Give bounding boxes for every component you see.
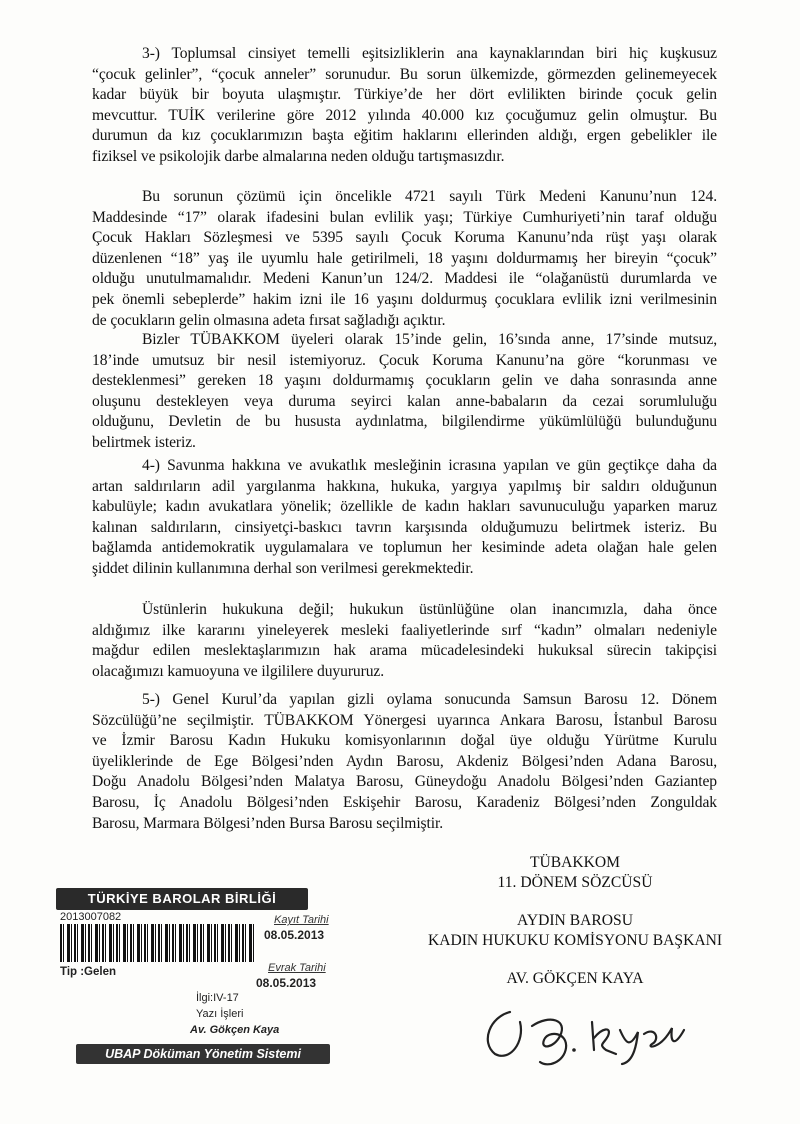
signature-name: AV. GÖKÇEN KAYA bbox=[506, 970, 644, 987]
barcode bbox=[60, 924, 256, 962]
stamp-footer: UBAP Döküman Yönetim Sistemi bbox=[76, 1044, 330, 1064]
signature-block bbox=[400, 853, 750, 989]
signature-bar: AYDIN BAROSU bbox=[517, 912, 633, 929]
text-line: de çocukların gelin olmasına adeta fırsat sağladığı açıktır. bbox=[92, 311, 446, 329]
paragraph-4 bbox=[92, 456, 717, 580]
text-line: Sözcülüğü’ne seçilmiştir. TÜBAKKOM Yönergesi uyarınca Ankara Barosu, İstanbul Barosu bbox=[92, 711, 717, 729]
stamp-person: Av. Gökçen Kaya bbox=[190, 1024, 280, 1036]
text-line: 18’inde umutsuz bir nesil istemiyoruz. Çocuk Koruma Kanunu’na göre “korunması ve bbox=[92, 351, 717, 369]
text-line: Maddesinde “17” olarak ifadesini bulan evlilik yaşı; Türkiye Cumhuriyeti’nin taraf olduğu bbox=[92, 208, 717, 226]
text-line: Doğu Anadolu Bölgesi’nden Malatya Barosu, Güneydoğu Anadolu Bölgesi’nden Gaziantep bbox=[92, 773, 717, 791]
text-line: kalınan saldırıların, cinsiyetçi-baskıcı tavrın karşısında olduğumuzu belirtmek isteriz. Bu bbox=[92, 518, 717, 536]
signature-role: KADIN HUKUKU KOMİSYONU BAŞKANI bbox=[427, 932, 723, 949]
stamp-department: Yazı İşleri bbox=[196, 1008, 244, 1020]
registry-stamp bbox=[56, 888, 344, 1066]
evrak-label: Evrak Tarihi bbox=[268, 962, 326, 974]
text-line: aldığımız ilke kararını yineleyerek mesleki faaliyetlerinde sırf “kadın” olmaları nedeniyle bbox=[92, 621, 717, 639]
text-line: bağlamda antidemokratik uygulamalara ve toplumun her kesiminde adeta olağan hale gelen bbox=[92, 539, 717, 557]
text-line: Barosu, Marmara Bölgesi’nden Bursa Barosu seçilmiştir. bbox=[92, 814, 444, 832]
stamp-header: TÜRKİYE BAROLAR BİRLİĞİ bbox=[56, 888, 308, 910]
text-line: 5-) Genel Kurul’da yapılan gizli oylama sonucunda Samsun Barosu 12. Dönem bbox=[142, 691, 717, 708]
text-line: artan saldırıların adil yargılanma hakkına, hukuka, yargıya yapılmış bir saldırı olduğunun bbox=[92, 477, 717, 495]
text-line: fiziksel ve psikolojik darbe almalarına neden olduğu tartışmasızdır. bbox=[92, 147, 505, 165]
text-line: belirtmek isteriz. bbox=[92, 433, 196, 451]
text-line: olduğunu, Devletin de bu hususta aydınlatma, bilgilendirme yükümlülüğü bulunduğunu bbox=[92, 413, 717, 431]
text-line: Bizler TÜBAKKOM üyeleri olarak 15’inde gelin, 16’sında anne, 17’sinde mutsuz, bbox=[142, 331, 717, 348]
kayit-label: Kayıt Tarihi bbox=[274, 914, 329, 926]
kayit-date: 08.05.2013 bbox=[264, 928, 325, 942]
signature-org: TÜBAKKOM bbox=[529, 854, 621, 871]
text-line: 4-) Savunma hakkına ve avukatlık mesleğinin icrasına yapılan ve gün geçtikçe daha da bbox=[142, 457, 717, 474]
text-line: üyeliklerinde de Ege Bölgesi’nden Aydın Barosu, Akdeniz Bölgesi’nden Adana Barosu, bbox=[92, 752, 717, 770]
text-line: düzenlenen “18” yaş ile uyumlu hale getirilmeli, 18 yaşını doldurmamış her bireyin “çocuk” bbox=[92, 249, 717, 267]
text-line: Üstünlerin hukukuna değil; hukukun üstünlüğüne olan inancımızla, daha önce bbox=[142, 601, 717, 618]
stamp-ilgi: İlgi:IV-17 bbox=[196, 992, 239, 1004]
handwritten-signature bbox=[470, 992, 700, 1072]
paragraph-3-statement bbox=[92, 330, 717, 454]
text-line: kadar büyük bir boyuta ulaşmıştır. Türkiye’de her dört evlilikten birinde çocuk gelin bbox=[92, 86, 717, 104]
text-line: oluşunu destekleyen veya duruma seyirci kalan anne-babaların da cezai sorumluluğu bbox=[92, 392, 717, 410]
paragraph-4-statement bbox=[92, 600, 717, 682]
text-line: ve İzmir Barosu Kadın Hukuku komisyonlarının doğal üye olduğu Yürütme Kurulu bbox=[92, 732, 717, 750]
stamp-type: Tip :Gelen bbox=[60, 966, 117, 978]
stamp-number: 2013007082 bbox=[60, 911, 122, 923]
text-line: mevcuttur. TUİK verilerine göre 2012 yılında 40.000 kız çocuğumuz gelin olmuştur. Bu bbox=[92, 106, 717, 124]
text-line: “çocuk gelinler”, “çocuk anneler” sorunudur. Bu sorun ülkemizde, görmezden gelinemeyecek bbox=[92, 65, 717, 83]
text-line: kabulüyle; kadın avukatlara yönelik; özellikle de kadın hakları savunuculuğu yaparken maruz bbox=[92, 498, 717, 516]
text-line: durumun da kız çocuklarımızın başta eğitim haklarını ellerinden aldığı, ergen gebelikler ile bbox=[92, 127, 717, 145]
text-line: olduğu unutulmamalıdır. Medeni Kanun’un 124/2. Maddesi ile “olağanüstü durumlarda ve bbox=[92, 270, 717, 288]
text-line: olacağımızı kamuoyuna ve ilgililere duyururuz. bbox=[92, 662, 385, 680]
paragraph-5 bbox=[92, 690, 717, 834]
text-line: mağdur edilen meslektaşlarımızın hak arama mücadelesindeki hukuksal sürecin takipçisi bbox=[92, 642, 717, 660]
text-line: pek önemli sebeplerde” hakim izni ile 16 yaşını doldurmuş çocuklara evlilik izni verilmesinin bbox=[92, 290, 717, 308]
paragraph-3 bbox=[92, 44, 717, 168]
signature-term: 11. DÖNEM SÖZCÜSÜ bbox=[497, 874, 653, 891]
text-line: Barosu, İç Anadolu Bölgesi’nden Eskişehir Barosu, Karadeniz Bölgesi’nden Zonguldak bbox=[92, 793, 717, 811]
text-line: 3-) Toplumsal cinsiyet temelli eşitsizliklerin ana kaynaklarından biri hiç kuşkusuz bbox=[142, 45, 717, 62]
evrak-date: 08.05.2013 bbox=[256, 976, 317, 990]
paragraph-3-solution bbox=[92, 187, 717, 331]
text-line: şiddet dilinin kullanımına derhal son verilmesi gerekmektedir. bbox=[92, 559, 474, 577]
text-line: desteklenmesi” gereken 18 yaşını doldurmamış çocukların gelin ve daha sonrasında anne bbox=[92, 372, 717, 390]
text-line: Bu sorunun çözümü için öncelikle 4721 sayılı Türk Medeni Kanunu’nun 124. bbox=[142, 188, 717, 205]
text-line: Çocuk Hakları Sözleşmesi ve 5395 sayılı Çocuk Koruma Kanunu’nda rüşt yaşı olarak bbox=[92, 229, 717, 247]
